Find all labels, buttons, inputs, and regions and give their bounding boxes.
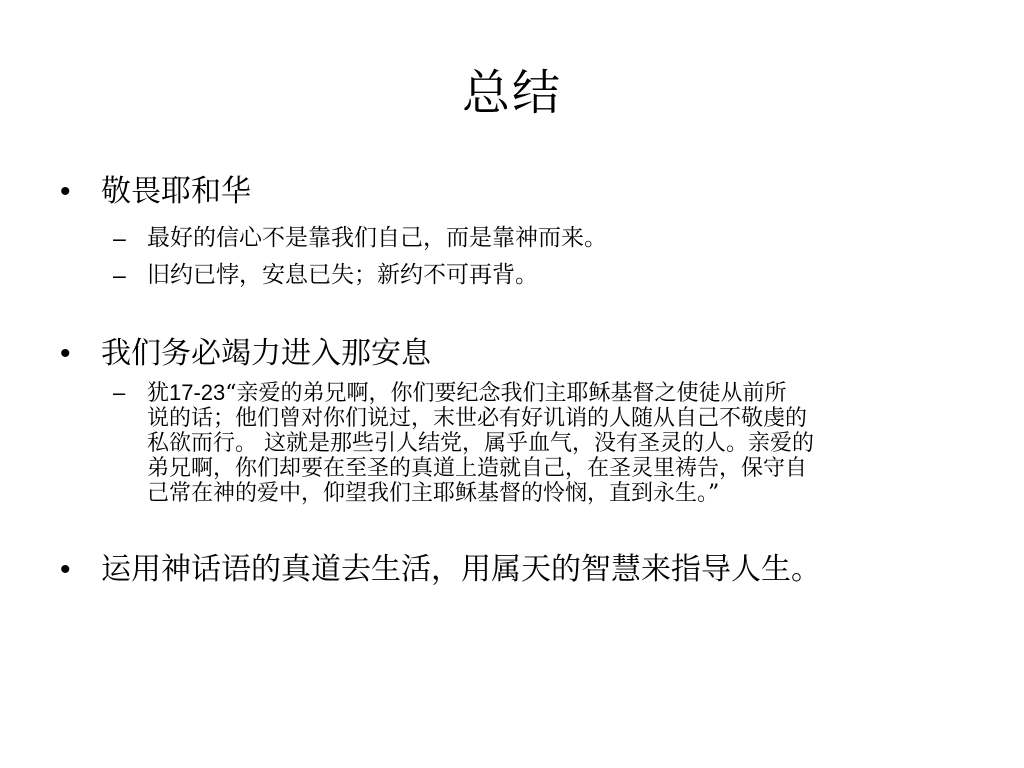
sub-bullet-dash: – <box>113 225 126 251</box>
bullet-heading-2: 我们务必竭力进入那安息 <box>101 336 431 371</box>
sub-bullet-text: 最好的信心不是靠我们自己，而是靠神而来。 <box>147 225 607 251</box>
scripture-quote-line-1 <box>147 380 967 406</box>
bullet-dot: • <box>60 175 71 208</box>
bullet-heading-1: 敬畏耶和华 <box>101 174 251 209</box>
scripture-quote-text <box>147 380 967 506</box>
bullet-dot: • <box>60 337 71 370</box>
bullet-dot: • <box>60 553 71 586</box>
bullet-heading-3: 运用神话语的真道去生活，用属天的智慧来指导人生。 <box>101 552 821 587</box>
scripture-quote-line-3: 私欲而行。 这就是那些引人结党，属乎血气，没有圣灵的人。亲爱的 <box>147 431 814 456</box>
sub-bullet-dash: – <box>113 380 126 405</box>
scripture-quote-line-2: 说的话；他们曾对你们说过，末世必有好讥诮的人随从自己不敬虔的 <box>147 406 808 431</box>
scripture-quote-line-1-text: “亲爱的弟兄啊，你们要纪念我们主耶稣基督之使徒从前所 <box>225 381 787 406</box>
scripture-reference: 犹17-23 <box>147 380 226 405</box>
sub-bullet-text: 旧约已悖，安息已失；新约不可再背。 <box>147 262 538 288</box>
scripture-quote-line-5: 己常在神的爱中，仰望我们主耶稣基督的怜悯，直到永生。” <box>147 481 720 506</box>
slide-title: 总结 <box>461 65 562 121</box>
sub-bullet-dash: – <box>113 262 126 288</box>
scripture-quote-line-4: 弟兄啊，你们却要在至圣的真道上造就自己，在圣灵里祷告，保守自 <box>147 456 808 481</box>
